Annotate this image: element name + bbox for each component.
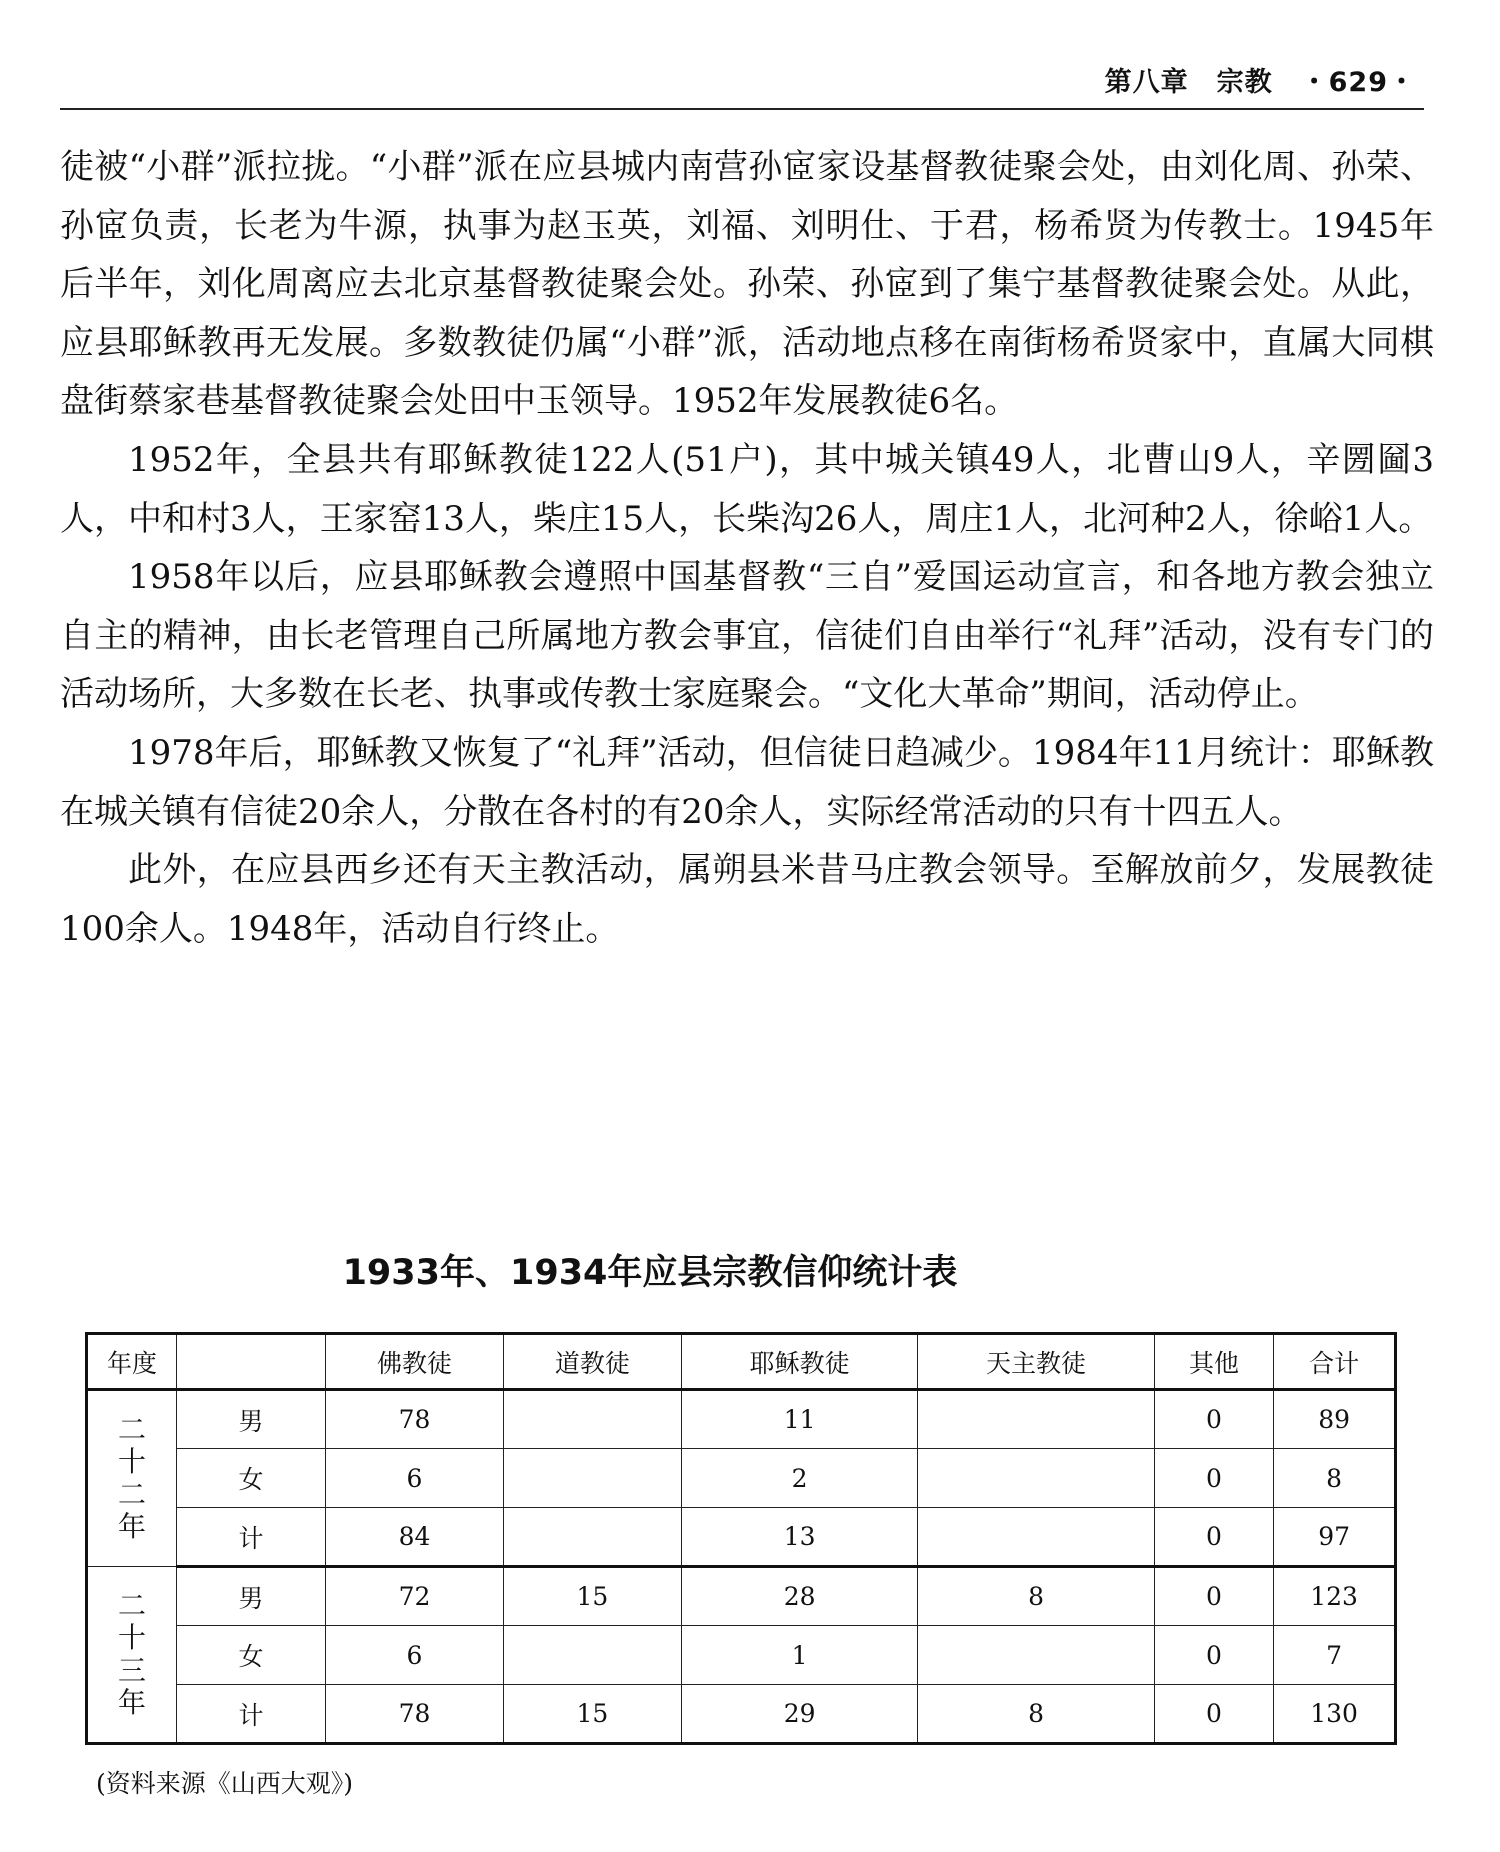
table-row [87,1567,1396,1626]
row-label: 计 [177,1508,326,1567]
table-cell: 13 [681,1508,917,1567]
table-cell: 78 [326,1390,504,1449]
table-title: 1933年、1934年应县宗教信仰统计表 [342,1253,958,1293]
paragraph: 1952年，全县共有耶稣教徒122人(51户)，其中城关镇49人，北曹山9人，辛圐圙3人，中和村3人，王家窑13人，柴庄15人，长柴沟26人，周庄1人，北河种2人，徐峪1人。 [60,439,1434,539]
header-total: 合计 [1274,1334,1396,1390]
table-cell: 8 [918,1567,1154,1626]
table-cell: 15 [503,1567,681,1626]
paragraph: 此外，在应县西乡还有天主教活动，属朔县米昔马庄教会领导。至解放前夕，发展教徒100余人。1948年，活动自行终止。 [60,850,1434,949]
table-cell [503,1626,681,1685]
table-cell: 0 [1154,1390,1273,1449]
table-cell: 8 [918,1685,1154,1744]
header-catholic: 天主教徒 [918,1334,1154,1390]
paragraph: 1958年以后，应县耶稣教会遵照中国基督教“三自”爱国运动宣言，和各地方教会独立自主的精神，由长老管理自己所属地方教会事宜，信徒们自由举行“礼拜”活动，没有专门的活动场所，大多数在长老、执事或传教士家庭聚会。“文化大革命”期间，活动停止。 [60,557,1434,715]
row-label: 男 [177,1390,326,1449]
table-cell [918,1508,1154,1567]
table-row [87,1449,1396,1508]
table-cell: 0 [1154,1567,1273,1626]
year-cell: 二十三年 [87,1567,177,1744]
table-cell: 6 [326,1626,504,1685]
page-header [60,58,1424,110]
table-cell: 97 [1274,1508,1396,1567]
table-cell: 6 [326,1449,504,1508]
table-cell [503,1449,681,1508]
table-cell: 0 [1154,1626,1273,1685]
year-cell: 二十二年 [87,1390,177,1567]
table-cell: 15 [503,1685,681,1744]
table-row [87,1390,1396,1449]
row-label: 计 [177,1685,326,1744]
table-cell: 78 [326,1685,504,1744]
table-header-row [87,1334,1396,1390]
religion-statistics-table [85,1332,1397,1745]
table-cell: 7 [1274,1626,1396,1685]
table-cell: 1 [681,1626,917,1685]
table-cell [918,1390,1154,1449]
table-cell: 2 [681,1449,917,1508]
table-cell: 0 [1154,1449,1273,1508]
row-label: 女 [177,1449,326,1508]
table-cell: 84 [326,1508,504,1567]
table-cell [918,1626,1154,1685]
table-cell [918,1449,1154,1508]
body-text [60,138,1434,958]
paragraph: 1978年后，耶稣教又恢复了“礼拜”活动，但信徒日趋减少。1984年11月统计：耶稣教在城关镇有信徒20余人，分散在各村的有20余人，实际经常活动的只有十四五人。 [60,732,1434,832]
table-cell [503,1390,681,1449]
table-cell: 123 [1274,1567,1396,1626]
header-buddhist: 佛教徒 [326,1334,504,1390]
table-cell: 0 [1154,1508,1273,1567]
table-cell: 29 [681,1685,917,1744]
table-row [87,1626,1396,1685]
table-cell: 11 [681,1390,917,1449]
table-cell: 89 [1274,1390,1396,1449]
header-year: 年度 [87,1334,177,1390]
table-cell: 8 [1274,1449,1396,1508]
running-head: 第八章 宗教 ・629・ [1104,67,1416,98]
row-label: 女 [177,1626,326,1685]
table-row [87,1685,1396,1744]
table-cell: 72 [326,1567,504,1626]
table-cell: 130 [1274,1685,1396,1744]
table-row [87,1508,1396,1567]
header-taoist: 道教徒 [503,1334,681,1390]
header-gender [177,1334,326,1390]
table-cell: 0 [1154,1685,1273,1744]
table-cell [503,1508,681,1567]
header-other: 其他 [1154,1334,1273,1390]
table-source-note: (资料来源《山西大观》) [96,1769,354,1798]
table-cell: 28 [681,1567,917,1626]
row-label: 男 [177,1567,326,1626]
paragraph-continuation: 徒被“小群”派拉拢。“小群”派在应县城内南营孙宧家设基督教徒聚会处，由刘化周、孙荣、孙宧负责，长老为牛源，执事为赵玉英，刘福、刘明仕、于君，杨希贤为传教士。1945年后半年，刘化周离应去北京基督教徒聚会处。孙荣、孙宧到了集宁基督教徒聚会处。从此，应县耶稣教再无发展。多数教徒仍属“小群”派，活动地点移在南街杨希贤家中，直属大同棋盘街蔡家巷基督教徒聚会处田中玉领导。1952年发展教徒6名。 [60,147,1434,422]
header-protestant: 耶稣教徒 [681,1334,917,1390]
